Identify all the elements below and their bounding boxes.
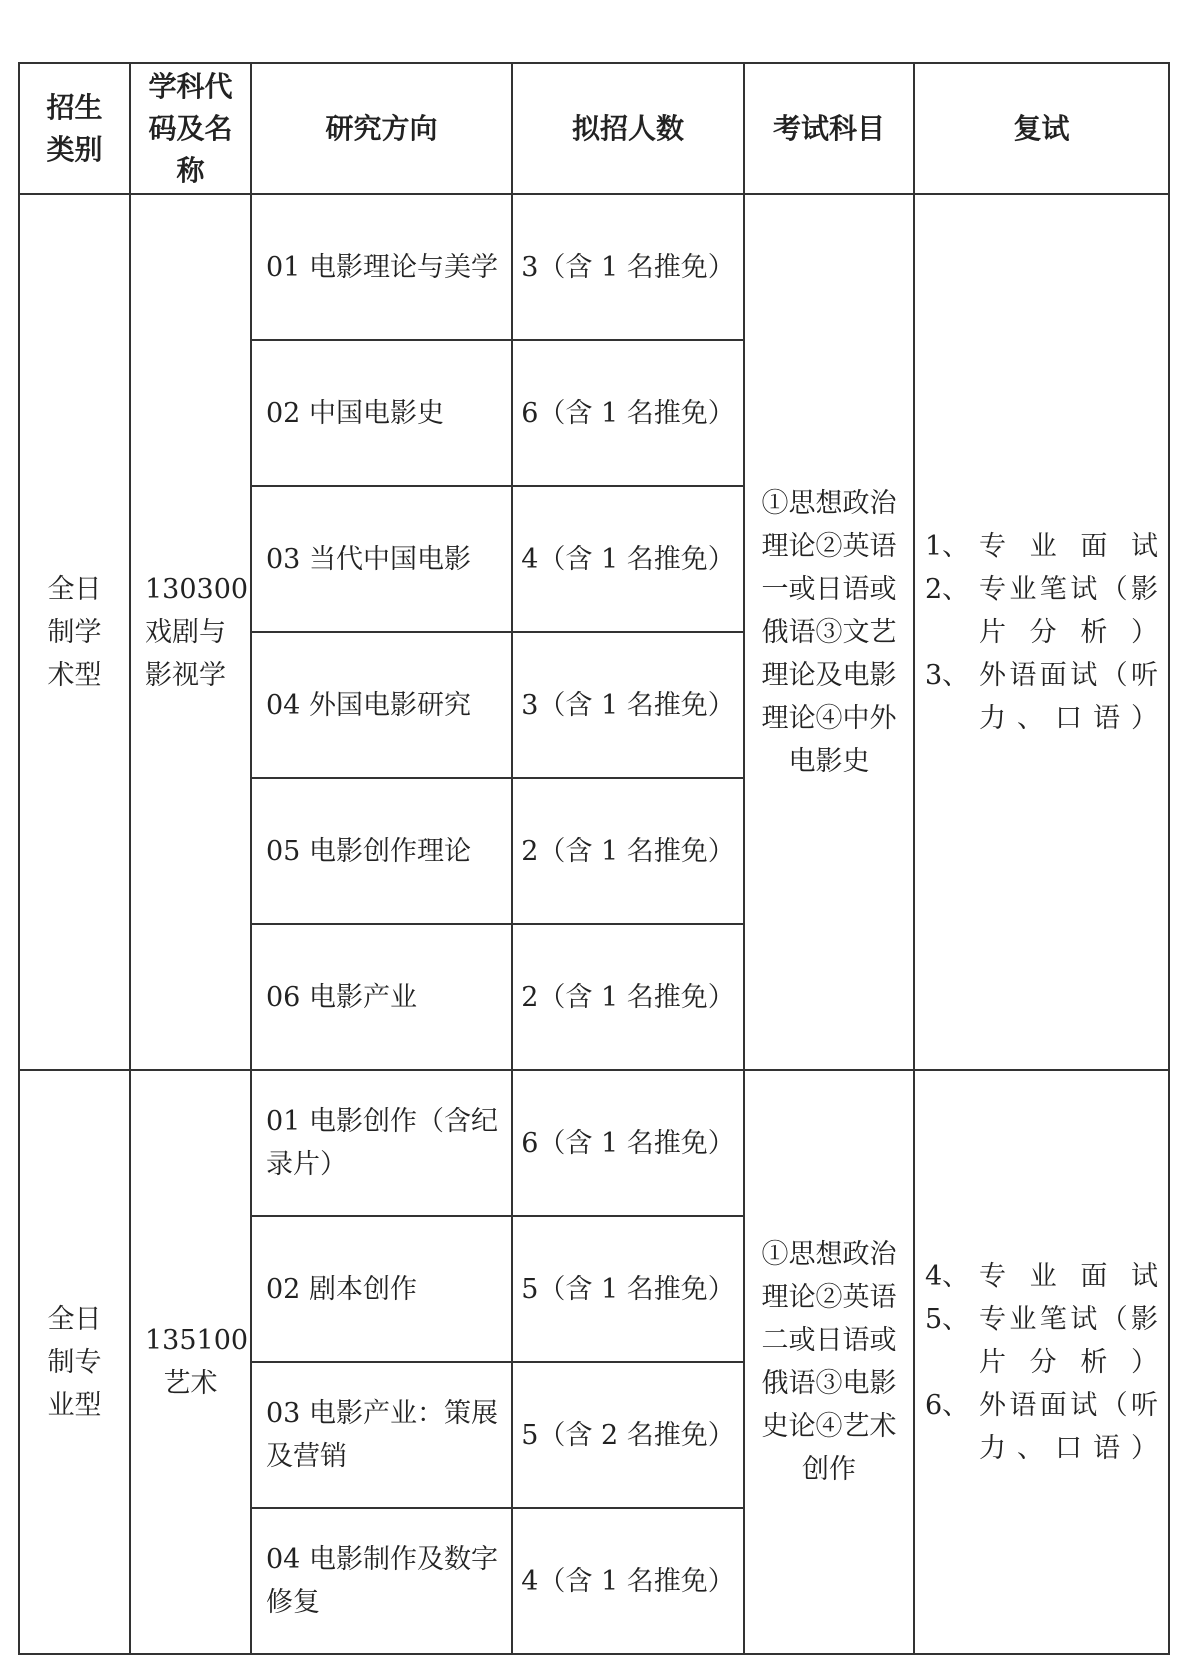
- quota-cell: 4（含 1 名推免）: [512, 1508, 744, 1654]
- table-row: [19, 1070, 1169, 1216]
- quota-cell: 5（含 2 名推免）: [512, 1362, 744, 1508]
- direction-cell: 05 电影创作理论: [251, 778, 512, 924]
- category-label: 全日制专业型: [47, 1303, 102, 1421]
- quota-cell: 6（含 1 名推免）: [512, 1070, 744, 1216]
- exam-subjects-cell: ①思想政治理论②英语一或日语或俄语③文艺理论及电影理论④中外电影史: [744, 194, 914, 1070]
- quota-cell: 3（含 1 名推免）: [512, 632, 744, 778]
- quota-cell: 2（含 1 名推免）: [512, 924, 744, 1070]
- category-cell: [19, 194, 130, 1070]
- code-name-cell: [130, 194, 251, 1070]
- retest-number: 1、: [925, 530, 970, 562]
- code-name-cell: [130, 1070, 251, 1654]
- retest-item: [925, 1255, 1158, 1298]
- subject-name: 艺术: [163, 1368, 218, 1399]
- header-direction: 研究方向: [251, 63, 512, 194]
- retest-item: [925, 525, 1158, 568]
- subject-code: 130300: [145, 573, 249, 605]
- retest-number: 4、: [925, 1260, 970, 1292]
- admissions-table: [18, 62, 1170, 1655]
- retest-text: 外语面试（听力、口语）: [979, 1389, 1158, 1464]
- retest-cell: [914, 1070, 1169, 1654]
- quota-cell: 4（含 1 名推免）: [512, 486, 744, 632]
- category-cell: [19, 1070, 130, 1654]
- retest-item: [925, 654, 1158, 740]
- retest-item: [925, 1298, 1158, 1384]
- subject-code: 135100: [145, 1325, 249, 1356]
- retest-number: 3、: [925, 659, 970, 691]
- direction-cell: 04 外国电影研究: [251, 632, 512, 778]
- header-code-name: 学科代码及名称: [130, 63, 251, 194]
- direction-cell: 06 电影产业: [251, 924, 512, 1070]
- retest-cell: [914, 194, 1169, 1070]
- direction-cell: 04 电影制作及数字修复: [251, 1508, 512, 1654]
- category-label: 全日制学术型: [47, 573, 102, 691]
- subject-name: 戏剧与影视学: [145, 616, 226, 691]
- direction-cell: 01 电影理论与美学: [251, 194, 512, 340]
- retest-text: 专业笔试（影片分析）: [979, 573, 1158, 648]
- direction-cell: 03 电影产业：策展及营销: [251, 1362, 512, 1508]
- table-row: [19, 194, 1169, 340]
- header-quota: 拟招人数: [512, 63, 744, 194]
- retest-number: 6、: [925, 1389, 970, 1421]
- retest-text: 外语面试（听力、口语）: [979, 659, 1158, 734]
- retest-text: 专业笔试（影片分析）: [979, 1303, 1158, 1378]
- retest-item: [925, 1384, 1158, 1470]
- header-category: 招生类别: [19, 63, 130, 194]
- header-retest: 复试: [914, 63, 1169, 194]
- direction-cell: 02 中国电影史: [251, 340, 512, 486]
- header-exam: 考试科目: [744, 63, 914, 194]
- quota-cell: 5（含 1 名推免）: [512, 1216, 744, 1362]
- quota-cell: 6（含 1 名推免）: [512, 340, 744, 486]
- quota-cell: 3（含 1 名推免）: [512, 194, 744, 340]
- exam-subjects-cell: ①思想政治理论②英语二或日语或俄语③电影史论④艺术创作: [744, 1070, 914, 1654]
- retest-number: 2、: [925, 573, 970, 605]
- retest-item: [925, 568, 1158, 654]
- retest-number: 5、: [925, 1303, 970, 1335]
- direction-cell: 02 剧本创作: [251, 1216, 512, 1362]
- header-row: [19, 63, 1169, 194]
- direction-cell: 01 电影创作（含纪录片）: [251, 1070, 512, 1216]
- direction-cell: 03 当代中国电影: [251, 486, 512, 632]
- quota-cell: 2（含 1 名推免）: [512, 778, 744, 924]
- retest-text: 专业面试: [979, 1260, 1158, 1292]
- retest-text: 专业面试: [979, 530, 1158, 562]
